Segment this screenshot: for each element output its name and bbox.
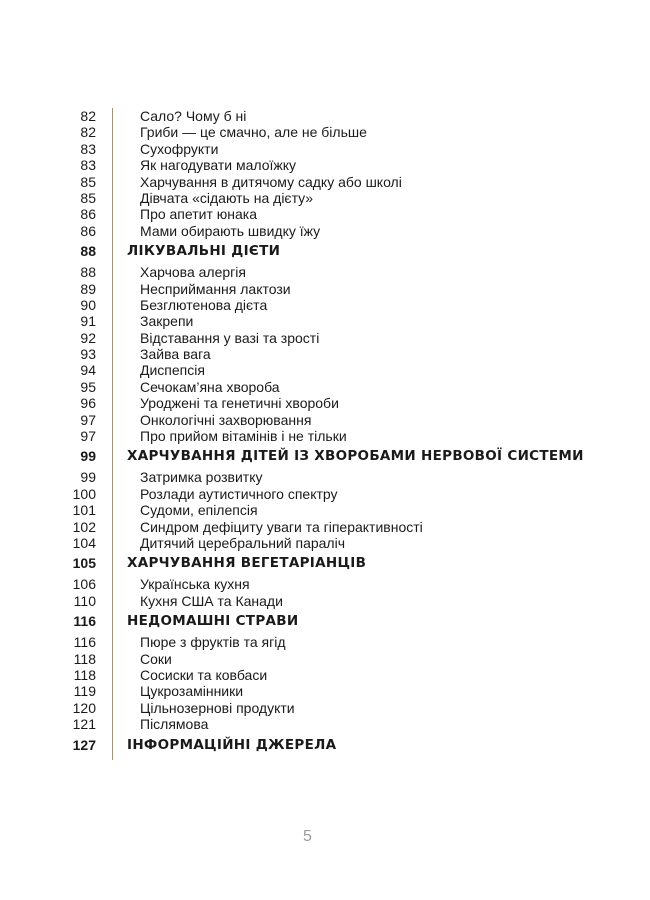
toc-entry-title: Затримка розвитку [140, 469, 263, 486]
toc-section-title: ХАРЧУВАННЯ ВЕГЕТАРІАНЦІВ [127, 555, 367, 572]
toc-entry-title: Про апетит юнака [140, 206, 257, 223]
toc-entry-title: Гриби — це смачно, але не більше [140, 124, 367, 141]
toc-entry[interactable] [0, 190, 650, 206]
toc-section-heading[interactable] [0, 551, 650, 576]
toc-entry[interactable] [0, 593, 650, 609]
toc-entry-title: Про прийом вітамінів і не тільки [140, 428, 347, 445]
toc-page-number: 85 [80, 189, 96, 206]
toc-page-number: 83 [80, 157, 96, 174]
toc-page-number: 120 [72, 699, 96, 716]
toc-entry[interactable] [0, 379, 650, 395]
toc-page-number: 119 [73, 683, 96, 700]
toc-entry[interactable] [0, 297, 650, 313]
toc-page-number: 90 [80, 296, 96, 313]
toc-entry[interactable] [0, 346, 650, 362]
toc-page-number: 85 [80, 173, 96, 190]
toc-entry-title: Українська кухня [140, 576, 250, 593]
toc-page-number: 110 [73, 592, 96, 609]
toc-entry[interactable] [0, 700, 650, 716]
toc-page-number: 99 [80, 469, 96, 486]
toc-entry[interactable] [0, 716, 650, 732]
toc-entry[interactable] [0, 519, 650, 535]
toc-entry-title: Несприймання лактози [140, 280, 291, 297]
toc-entry-title: Судоми, епілепсія [140, 502, 258, 519]
toc-entry[interactable] [0, 395, 650, 411]
toc-entry[interactable] [0, 313, 650, 329]
toc-entry-title: Як нагодувати малоїжку [140, 157, 297, 174]
toc-page-number: 88 [80, 264, 96, 281]
toc-entry-title: Соки [140, 650, 172, 667]
toc-page-number: 106 [72, 576, 96, 593]
toc-page-number: 86 [80, 222, 96, 239]
toc-entry-title: Кухня США та Канади [140, 592, 283, 609]
toc-page-number: 118 [73, 650, 96, 667]
toc-entry[interactable] [0, 576, 650, 592]
toc-entry-title: Післямова [140, 716, 209, 733]
toc-page-number: 116 [73, 634, 96, 651]
toc-page-number: 86 [80, 206, 96, 223]
toc-entry-title: Дитячий церебральний параліч [140, 534, 346, 551]
toc-page-number: 116 [73, 613, 96, 630]
toc-entry-title: Сосиски та ковбаси [140, 666, 268, 683]
toc-page-number: 127 [72, 736, 96, 753]
toc-page-number: 92 [80, 329, 96, 346]
toc-entry-title: Безглютенова дієта [140, 296, 268, 313]
toc-entry[interactable] [0, 428, 650, 444]
toc-page-number: 104 [72, 534, 96, 551]
toc-entry[interactable] [0, 486, 650, 502]
toc-entry-title: Мами обирають швидку їжу [140, 222, 321, 239]
toc-entry-title: Пюре з фруктів та ягід [140, 634, 286, 651]
toc-entry-title: Синдром дефіциту уваги та гіперактивності [140, 518, 423, 535]
toc-section-heading[interactable] [0, 239, 650, 264]
toc-entry[interactable] [0, 535, 650, 551]
toc-entry[interactable] [0, 157, 650, 173]
toc-page-number: 99 [80, 448, 96, 465]
toc-entry[interactable] [0, 667, 650, 683]
toc-entry[interactable] [0, 223, 650, 239]
toc-entry[interactable] [0, 502, 650, 518]
toc-page-number: 89 [80, 280, 96, 297]
toc-section-title: ХАРЧУВАННЯ ДІТЕЙ ІЗ ХВОРОБАМИ НЕРВОВОЇ СИСТЕМИ [127, 448, 584, 465]
toc-page-number: 105 [72, 555, 96, 572]
toc-section-title: НЕДОМАШНІ СТРАВИ [127, 613, 299, 630]
toc-section-heading[interactable] [0, 733, 650, 758]
toc-entry-title: Харчування в дитячому садку або школі [140, 173, 402, 190]
toc-entry[interactable] [0, 281, 650, 297]
toc-entry[interactable] [0, 264, 650, 280]
toc-page-number: 96 [80, 395, 96, 412]
toc-page-number: 97 [80, 411, 96, 428]
toc-entry-title: Сечокам’яна хвороба [140, 378, 280, 395]
toc-entry-title: Диспепсія [140, 362, 205, 379]
toc-page-number: 118 [73, 666, 96, 683]
toc-entry-title: Сухофрукти [140, 140, 219, 157]
toc-page-number: 83 [80, 140, 96, 157]
toc-entry-title: Відставання у вазі та зрості [140, 329, 320, 346]
toc-page-number: 88 [80, 243, 96, 260]
toc-section-heading[interactable] [0, 444, 650, 469]
toc-section-title: ЛІКУВАЛЬНІ ДІЄТИ [127, 243, 281, 260]
toc-entry-title: Цільнозернові продукти [140, 699, 295, 716]
toc-entry-title: Сало? Чому б ні [140, 108, 247, 124]
toc-page-number: 82 [80, 108, 96, 124]
page-number: 5 [303, 828, 312, 845]
toc-entry[interactable] [0, 412, 650, 428]
toc-page-number: 82 [80, 124, 96, 141]
toc-entry[interactable] [0, 651, 650, 667]
table-of-contents [0, 108, 650, 758]
toc-entry[interactable] [0, 141, 650, 157]
toc-entry[interactable] [0, 174, 650, 190]
toc-entry[interactable] [0, 124, 650, 140]
toc-entry-title: Закрепи [140, 313, 194, 330]
toc-entry[interactable] [0, 683, 650, 699]
toc-entry-title: Дівчата «сідають на дієту» [140, 189, 314, 206]
toc-entry-title: Розлади аутистичного спектру [140, 485, 338, 502]
toc-entry[interactable] [0, 469, 650, 485]
toc-entry-title: Харчова алергія [140, 264, 246, 281]
toc-page-number: 102 [72, 518, 96, 535]
toc-entry-title: Уроджені та генетичні хвороби [140, 395, 339, 412]
toc-section-heading[interactable] [0, 609, 650, 634]
toc-page-number: 100 [72, 485, 96, 502]
toc-entry-title: Цукрозамінники [140, 683, 244, 700]
toc-entry-title: Зайва вага [140, 346, 211, 363]
toc-page-number: 101 [72, 502, 96, 519]
toc-entry-title: Онкологічні захворювання [140, 411, 312, 428]
toc-entry[interactable] [0, 206, 650, 222]
toc-page-number: 95 [80, 378, 96, 395]
toc-page-number: 94 [80, 362, 96, 379]
toc-entry[interactable] [0, 634, 650, 650]
toc-page-number: 121 [72, 716, 96, 733]
toc-entry[interactable] [0, 362, 650, 378]
toc-page-number: 93 [80, 346, 96, 363]
toc-section-title: ІНФОРМАЦІЙНІ ДЖЕРЕЛА [127, 736, 337, 753]
toc-page-number: 97 [80, 428, 96, 445]
toc-entry[interactable] [0, 108, 650, 124]
toc-page-number: 91 [80, 313, 96, 330]
toc-entry[interactable] [0, 330, 650, 346]
